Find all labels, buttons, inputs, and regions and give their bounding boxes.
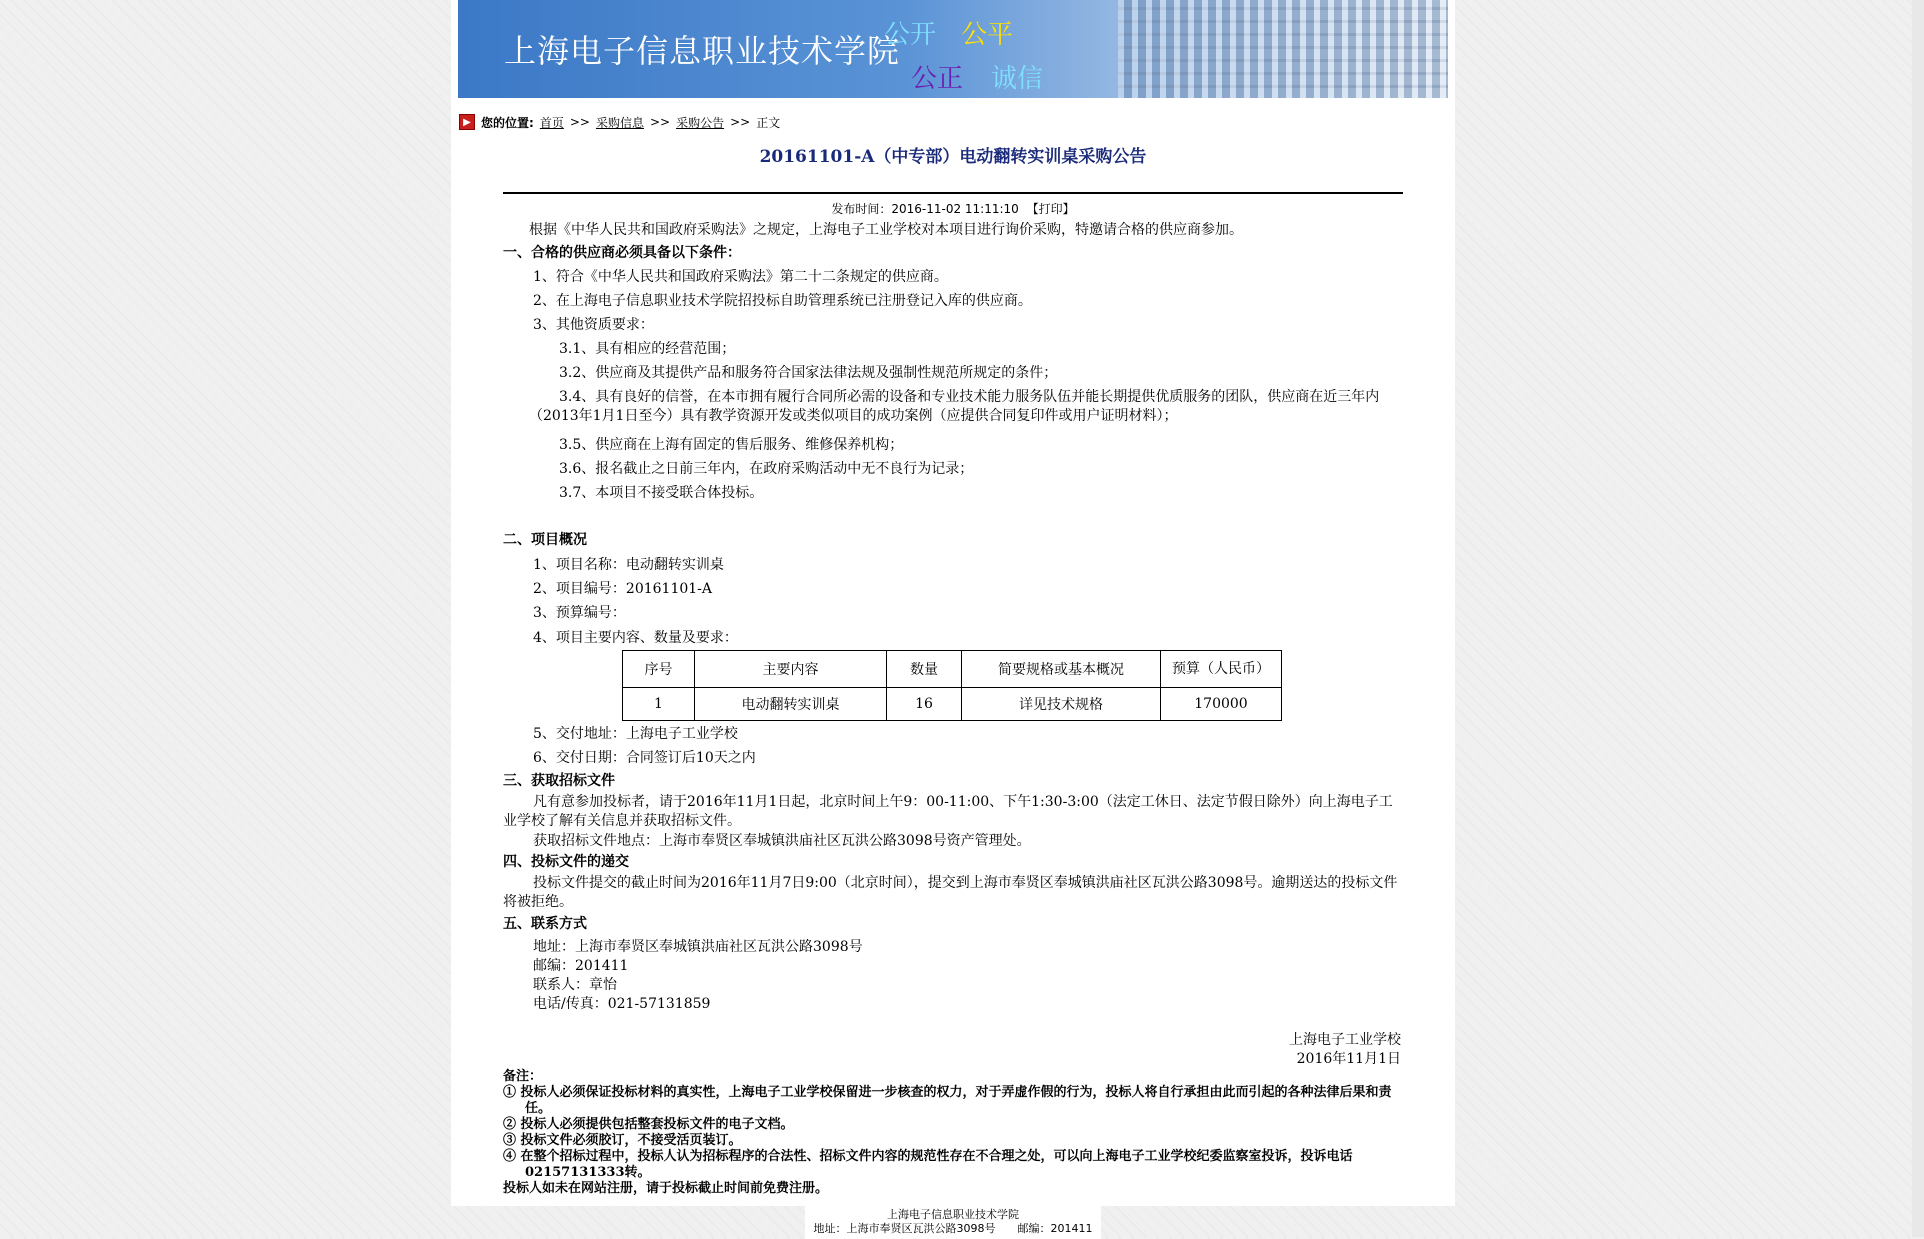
table-header-cell: 简要规格或基本概况 [962, 651, 1161, 688]
notes-section [503, 1069, 1403, 1197]
breadcrumb-procurement-notice-link[interactable]: 采购公告 [676, 115, 725, 130]
paragraph: 凡有意参加投标者，请于2016年11月1日起，北京时间上午9：00-11:00、下午1:30-3:00（法定工休日、法定节假日除外）向上海电子工业学校了解有关信息并获取招标文件。 [503, 794, 1393, 829]
location-arrow-icon: ▶ [459, 114, 475, 130]
notes-label: 备注： [503, 1069, 543, 1084]
signature-date: 2016年11月1日 [1296, 1051, 1401, 1067]
motto-word: 诚信 [991, 64, 1044, 94]
publish-time: 发布时间：2016-11-02 11:11:10 [831, 202, 1019, 216]
contact-address: 地址：上海市奉贤区奉城镇洪庙社区瓦洪公路3098号 [533, 939, 863, 955]
note-item: ① 投标人必须保证投标材料的真实性，上海电子工业学校保留进一步核查的权力，对于弄虚作假的行为，投标人将自行承担由此而引起的各种法律后果和责任。 [503, 1085, 1392, 1116]
print-link[interactable]: 【打印】 [1026, 202, 1075, 216]
banner-building-image [1118, 0, 1448, 98]
section-heading: 三、获取招标文件 [503, 773, 615, 789]
list-item: 1、符合《中华人民共和国政府采购法》第二十二条规定的供应商。 [533, 269, 948, 285]
breadcrumb-separator: >> [569, 115, 590, 129]
school-name: 上海电子信息职业技术学院 [504, 32, 901, 70]
breadcrumb-procurement-info-link[interactable]: 采购信息 [595, 115, 644, 130]
breadcrumb-current: 正文 [756, 115, 781, 130]
list-item: 3、其他资质要求： [533, 317, 654, 333]
list-item: 3.6、报名截止之日前三年内，在政府采购活动中无不良行为记录； [559, 461, 974, 477]
breadcrumb [459, 112, 780, 132]
list-item: 2、在上海电子信息职业技术学院招投标自助管理系统已注册登记入库的供应商。 [533, 293, 1032, 309]
site-banner [458, 0, 1448, 98]
list-item: 3.1、具有相应的经营范围； [559, 341, 736, 357]
note-item: ③ 投标文件必须胶订，不接受活页装订。 [503, 1133, 742, 1148]
list-item: 3.4、具有良好的信誉，在本市拥有履行合同所必需的设备和专业技术能力服务队伍并能长期提供优质服务的团队，供应商在近三年内（2013年1月1日至今）具有教学资源开发或类似项目的成功案例（应提供合同复印件或用户证明材料）； [529, 389, 1380, 424]
table-header-cell: 主要内容 [695, 651, 887, 688]
note-item: ④ 在整个招标过程中，投标人认为招标程序的合法性、招标文件内容的规范性存在不合理之处，可以向上海电子工业学校纪委监察室投诉，投诉电话02157131333转。 [503, 1149, 1353, 1180]
note-item: 投标人如未在网站注册，请于投标截止时间前免费注册。 [503, 1181, 829, 1196]
table-header-row [623, 651, 1282, 688]
section-heading: 一、合格的供应商必须具备以下条件： [503, 245, 741, 261]
paragraph: 投标文件提交的截止时间为2016年11月7日9:00（北京时间），提交到上海市奉贤区奉城镇洪庙社区瓦洪公路3098号。逾期送达的投标文件将被拒绝。 [503, 875, 1398, 910]
list-item: 5、交付地址：上海电子工业学校 [533, 726, 738, 742]
breadcrumb-home-link[interactable]: 首页 [539, 115, 564, 130]
table-cell: 16 [887, 688, 962, 721]
footer-school-name: 上海电子信息职业技术学院 [887, 1208, 1019, 1221]
table-cell: 电动翻转实训桌 [695, 688, 887, 721]
items-table [622, 650, 1282, 721]
paragraph: 获取招标文件地点：上海市奉贤区奉城镇洪庙社区瓦洪公路3098号资产管理处。 [533, 833, 1031, 849]
note-item: ② 投标人必须提供包括整套投标文件的电子文档。 [503, 1117, 794, 1132]
site-footer [805, 1206, 1101, 1239]
list-item: 3.2、供应商及其提供产品和服务符合国家法律法规及强制性规范所规定的条件； [559, 365, 1058, 381]
table-header-cell: 预算（人民币） [1161, 651, 1282, 688]
motto-word: 公开 [884, 20, 937, 50]
contact-postcode: 邮编：201411 [533, 958, 629, 974]
list-item: 6、交付日期：合同签订后10天之内 [533, 750, 756, 766]
breadcrumb-label: 您的位置: [481, 115, 534, 130]
table-cell: 1 [623, 688, 695, 721]
table-row [623, 688, 1282, 721]
list-item: 3、预算编号： [533, 605, 626, 621]
page-container [451, 0, 1455, 1206]
page-title: 20161101-A（中专部）电动翻转实训桌采购公告 [759, 147, 1147, 167]
footer-address: 地址：上海市奉贤区瓦洪公路3098号 邮编：201411 [813, 1222, 1093, 1235]
list-item: 3.7、本项目不接受联合体投标。 [559, 485, 764, 501]
table-cell: 详见技术规格 [962, 688, 1161, 721]
table-header-cell: 数量 [887, 651, 962, 688]
contact-person: 联系人：章怡 [533, 977, 617, 993]
intro-paragraph: 根据《中华人民共和国政府采购法》之规定，上海电子工业学校对本项目进行询价采购，特邀请合格的供应商参加。 [529, 222, 1243, 238]
contact-phone: 电话/传真：021-57131859 [533, 996, 711, 1012]
section-heading: 五、联系方式 [503, 916, 587, 932]
motto-word: 公平 [961, 20, 1014, 50]
publish-meta [451, 200, 1455, 217]
list-item: 1、项目名称：电动翻转实训桌 [533, 557, 724, 573]
signature-org: 上海电子工业学校 [1289, 1032, 1401, 1048]
list-item: 4、项目主要内容、数量及要求： [533, 630, 738, 646]
table-header-cell: 序号 [623, 651, 695, 688]
section-heading: 四、投标文件的递交 [503, 854, 629, 870]
breadcrumb-separator: >> [730, 115, 751, 129]
list-item: 2、项目编号：20161101-A [533, 581, 713, 597]
breadcrumb-separator: >> [649, 115, 671, 129]
page-scrollbar[interactable] [1912, 0, 1924, 1237]
motto-word: 公正 [911, 64, 964, 94]
section-heading: 二、项目概况 [503, 532, 587, 548]
list-item: 3.5、供应商在上海有固定的售后服务、维修保养机构； [559, 437, 904, 453]
table-cell: 170000 [1161, 688, 1282, 721]
title-divider [503, 192, 1403, 194]
